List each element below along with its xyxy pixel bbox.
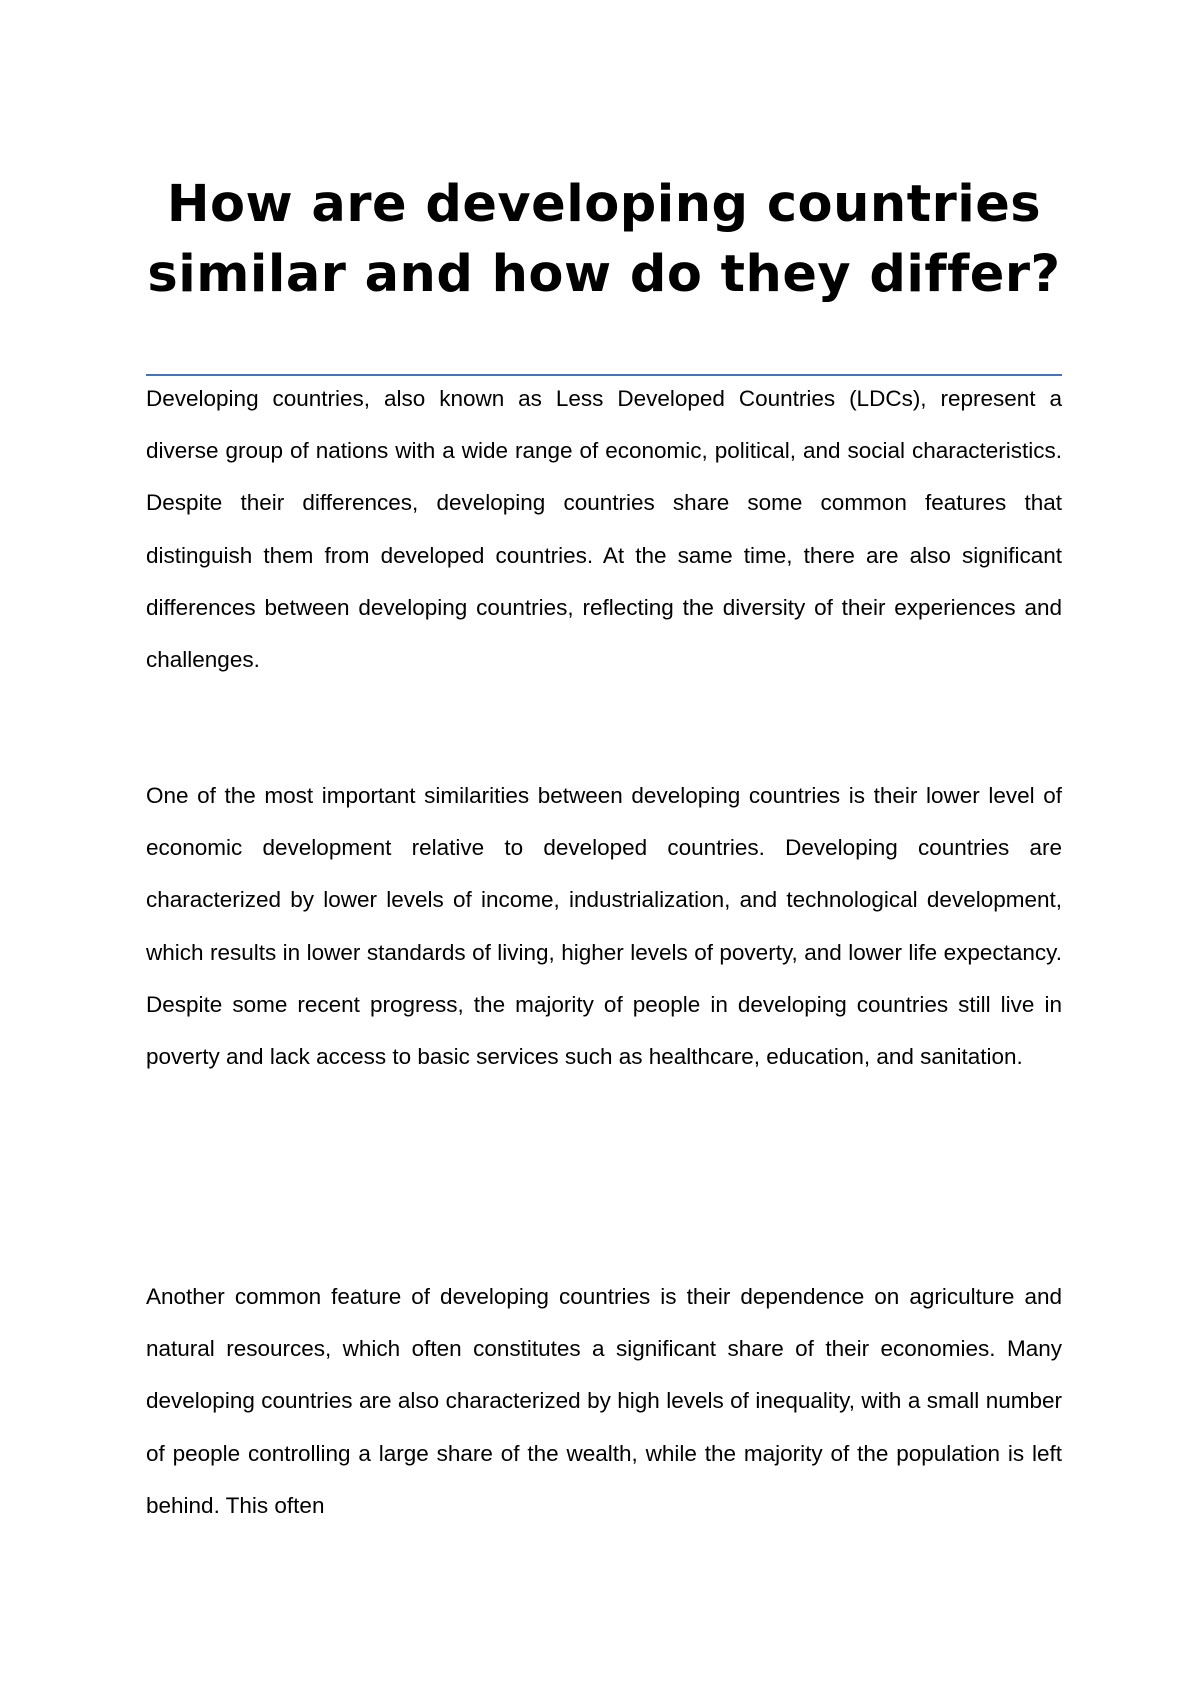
paragraph-2: One of the most important similarities between developing countries is their lower level of economic development relative to developed countries. Developing countries are characterized by lower levels of income, industrialization, and technological development, which results in lower standards of living, higher levels of poverty, and lower life expectancy. Despite some recent progress, the majority of people in developing countries still live in poverty and lack access to basic services such as healthcare, education, and sanitation. — [146, 783, 1062, 1070]
document-title: How are developing countries similar and how do they differ? — [147, 175, 1061, 304]
paragraph-3: Another common feature of developing countries is their dependence on agriculture and natural resources, which often constitutes a significant share of their economies. Many developing countries are also characterized by high levels of inequality, with a small number of people controlling a large share of the wealth, while the majority of the population is left behind. This often — [146, 1284, 1062, 1518]
paragraph-1: Developing countries, also known as Less Developed Countries (LDCs), represent a diverse group of nations with a wide range of economic, political, and social characteristics. Despite their differences, developing countries share some common features that distinguish them from developed countries. At the same time, there are also significant differences between developing countries, reflecting the diversity of their experiences and challenges. — [146, 386, 1062, 673]
